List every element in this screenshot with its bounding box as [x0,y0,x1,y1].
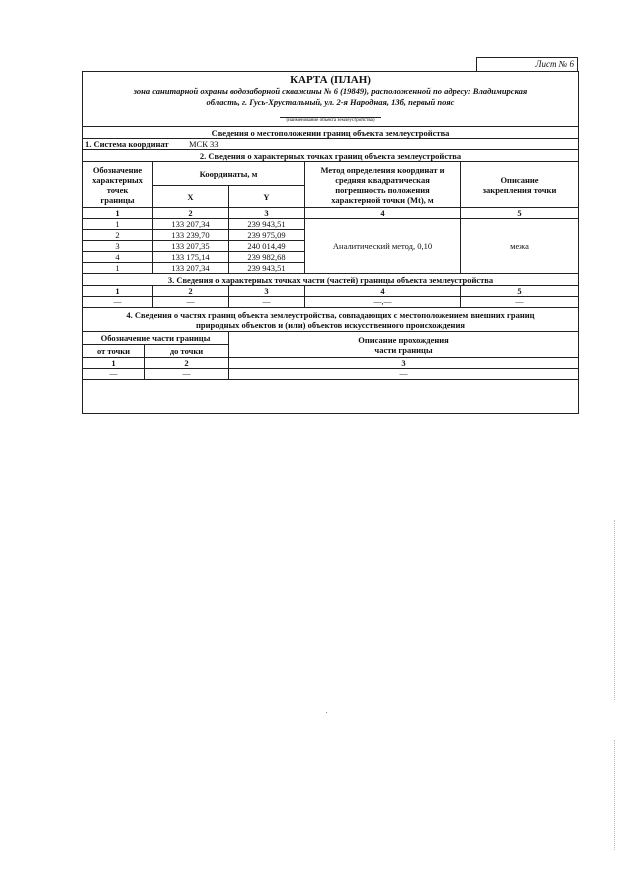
document-subtitle-line2: область, г. Гусь-Хрустальный, ул. 2-я Народная, 13б, первый пояс [206,97,455,107]
section4-title [83,308,579,332]
t2-header-method [305,162,461,208]
t2-header-point [83,162,153,208]
t3-colnum: 3 [229,286,305,297]
t2-header-desc [461,162,579,208]
scan-edge-mark [614,740,616,850]
t4-colnum: 2 [145,358,229,369]
t4-value: — [145,369,229,380]
t4-header-desc [229,332,579,358]
t3-value: —,— [305,297,461,308]
section4-title-line2: природных объектов и (или) объектов искусственного происхождения [196,319,465,330]
point-y: 240 014,49 [229,241,305,252]
t2-header-x: X [153,186,229,208]
t2-header-point-line3: точек [106,184,129,195]
section3-title: 3. Сведения о характерных точках части (частей) границы объекта землеустройства [83,274,579,286]
t2-colnum: 2 [153,208,229,219]
table-row [83,369,579,380]
t4-header-from: от точки [83,345,145,358]
t2-header-point-line4: границы [100,194,135,205]
t3-colnum: 4 [305,286,461,297]
t4-header-part: Обозначение части границы [83,332,229,345]
point-id: 1 [83,263,153,274]
document-title: КАРТА (ПЛАН) [290,74,371,86]
coord-system-label: 1. Система координат [83,139,184,150]
document-header [83,72,578,127]
scan-edge-mark [614,520,616,700]
t4-colnum: 3 [229,358,579,369]
table-row [83,219,579,230]
t4-header-to: до точки [145,345,229,358]
t2-header-desc-line2: закрепления точки [482,184,557,195]
sheet-number: Лист № 6 [476,57,578,71]
coord-system-value: МСК 33 [183,139,579,150]
point-id: 3 [83,241,153,252]
point-x: 133 207,34 [153,219,229,230]
point-id: 4 [83,252,153,263]
t4-header-desc-line1: Описание прохождения [358,334,449,345]
document-subtitle-line1: зона санитарной охраны водозаборной скважины № 6 (19849), расположенной по адресу: Владимирская [133,86,528,96]
t2-header-method-line4: характерной точки (Mt), м [331,194,434,205]
table-row [83,297,579,308]
t3-value: — [153,297,229,308]
point-id: 1 [83,219,153,230]
t4-value: — [229,369,579,380]
t4-value: — [83,369,145,380]
t3-value: — [461,297,579,308]
t2-colnum: 3 [229,208,305,219]
point-x: 133 239,70 [153,230,229,241]
point-y: 239 943,51 [229,263,305,274]
t2-colnum: 1 [83,208,153,219]
point-y: 239 943,51 [229,219,305,230]
point-x: 133 175,14 [153,252,229,263]
points-table [82,161,579,308]
method-cell: Аналитический метод, 0,10 [305,219,461,274]
point-x: 133 207,35 [153,241,229,252]
t2-header-coords: Координаты, м [153,162,305,186]
point-y: 239 975,09 [229,230,305,241]
t2-header-method-line1: Метод определения координат и [320,164,445,175]
section-location-title: Сведения о местоположении границ объекта землеустройства [83,127,579,139]
t2-header-method-line2: средняя квадратическая [335,174,430,185]
t3-colnum: 1 [83,286,153,297]
boundary-parts-table [82,331,579,380]
t4-header-desc-line2: части границы [374,344,433,355]
t4-colnum: 1 [83,358,145,369]
section4-title-table [82,307,579,332]
t2-header-desc-line1: Описание [500,174,539,185]
t3-value: — [83,297,153,308]
document-frame [82,71,579,414]
section4-title-line1: 4. Сведения о частях границ объекта землеустройства, совпадающих с местоположением внешних границ [126,309,535,320]
t3-value: — [229,297,305,308]
fixing-cell: межа [461,219,579,274]
t2-header-method-line3: погрешность положения [335,184,430,195]
scan-speck [326,712,327,713]
t2-header-point-line2: характерных [92,174,143,185]
t2-header-point-line1: Обозначение [92,164,143,175]
point-y: 239 982,68 [229,252,305,263]
t3-colnum: 5 [461,286,579,297]
point-id: 2 [83,230,153,241]
t3-colnum: 2 [153,286,229,297]
t2-colnum: 4 [305,208,461,219]
t2-colnum: 5 [461,208,579,219]
subtitle-note: (наименование объекта землеустройства) [280,117,380,124]
t2-header-y: Y [229,186,305,208]
section2-title: 2. Сведения о характерных точках границ объекта землеустройства [83,150,579,162]
point-x: 133 207,34 [153,263,229,274]
